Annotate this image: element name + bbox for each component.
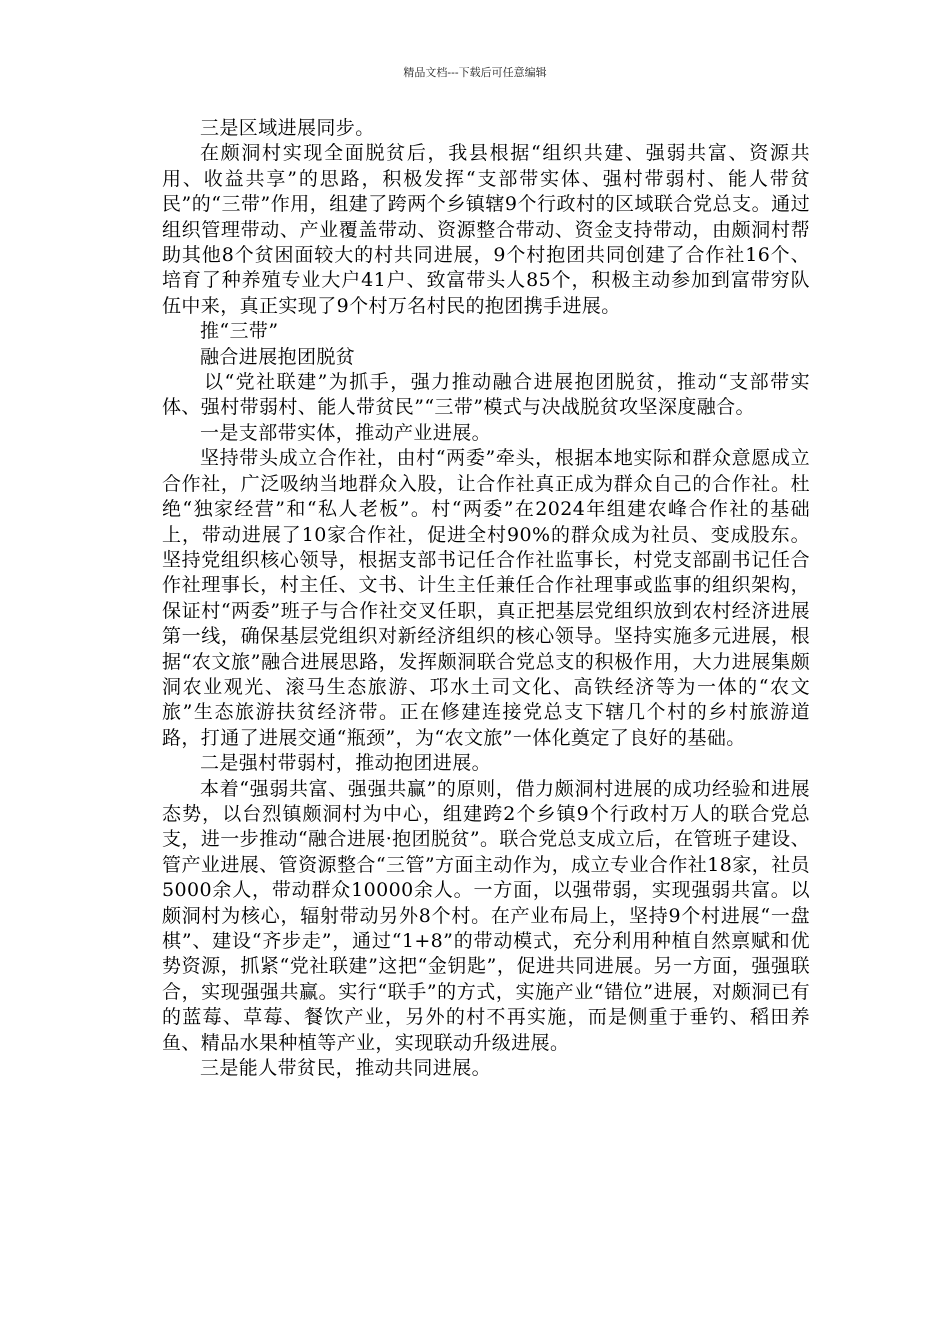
paragraph-heading-branch-entity: 一是支部带实体，推动产业进展。 [200, 421, 492, 444]
paragraph-heading-strong-village: 二是强村带弱村，推动抱团进展。 [200, 752, 492, 775]
paragraph-heading-regional-sync: 三是区域进展同步。 [200, 117, 375, 139]
paragraph-body: 本着“强弱共富、强强共赢”的原则，借力颇洞村进展的成功经验和进展态势，以台烈镇颇洞村为中心，组建跨2个乡镇9个行政村万人的联合党总支，进一步推动“融合进展·抱团脱贫”。联合党总支成立后，在管班子建设、管产业进展、管资源整合“三管”方面主动作为，成立专业合作社18家，社员5000余人，带动群众10000余人。一方面，以强带弱，实现强弱共富。以颇洞村为核心，辐射带动另外8个村。在产业布局上，坚持9个村进展“一盘棋”、建设“齐步走”，通过“1+8”的带动模式，充分利用种植自然禀赋和优势资源，抓紧“党社联建”这把“金钥匙”，促进共同进展。另一方面，强强联合，实现强强共赢。实行“联手”的方式，实施产业“错位”进展，对颇洞已有的蓝莓、草莓、餐饮产业，另外的村不再实施，而是侧重于垂钓、稻田养鱼、精品水果种植等产业，实现联动升级进展。 [162, 777, 810, 1054]
paragraph-body: 以“党社联建”为抓手，强力推动融合进展抱团脱贫，推动“支部带实体、强村带弱村、能人带贫民”“三带”模式与决战脱贫攻坚深度融合。 [162, 371, 810, 419]
paragraph-body: 坚持带头成立合作社，由村“两委”牵头，根据本地实际和群众意愿成立合作社，广泛吸纳当地群众入股，让合作社真正成为群众自己的合作社。杜绝“独家经营”和“私人老板”。村“两委”在2024年组建农峰合作社的基础上，带动进展了10家合作社，促进全村90%的群众成为社员、变成股东。坚持党组织核心领导，根据支部书记任合作社监事长，村党支部副书记任合作社理事长，村主任、文书、计生主任兼任合作社理事或监事的组织架构，保证村“两委”班子与合作社交叉任职，真正把基层党组织放到农村经济进展第一线，确保基层党组织对新经济组织的核心领导。坚持实施多元进展，根据“农文旅”融合进展思路，发挥颇洞联合党总支的积极作用，大力进展集颇洞农业观光、滚马生态旅游、邛水土司文化、高铁经济等为一体的“农文旅”生态旅游扶贫经济带。正在修建连接党总支下辖几个村的乡村旅游道路，打通了进展交通“瓶颈”，为“农文旅”一体化奠定了良好的基础。 [162, 447, 810, 749]
paragraph-heading-capable-people: 三是能人带贫民，推动共同进展。 [200, 1057, 492, 1080]
paragraph-heading-three-lead: 推“三带” [200, 320, 279, 343]
paragraph-heading-integration: 融合进展抱团脱贫 [200, 345, 356, 368]
page-header: 精品文档---下载后可任意编辑 [403, 66, 547, 79]
paragraph-body: 在颇洞村实现全面脱贫后，我县根据“组织共建、强弱共富、资源共用、收益共享”的思路，积极发挥“支部带实体、强村带弱村、能人带贫民”的“三带”作用，组建了跨两个乡镇辖9个行政村的区域联合党总支。通过组织管理带动、产业覆盖带动、资源整合带动、资金支持带动，由颇洞村帮助其他8个贫困面较大的村共同进展，9个村抱团共同创建了合作社16个、培育了种养殖专业大户41户、致富带头人85个，积极主动参加到富带穷队伍中来，真正实现了9个村万名村民的抱团携手进展。 [162, 142, 810, 317]
document-body [162, 116, 810, 1081]
